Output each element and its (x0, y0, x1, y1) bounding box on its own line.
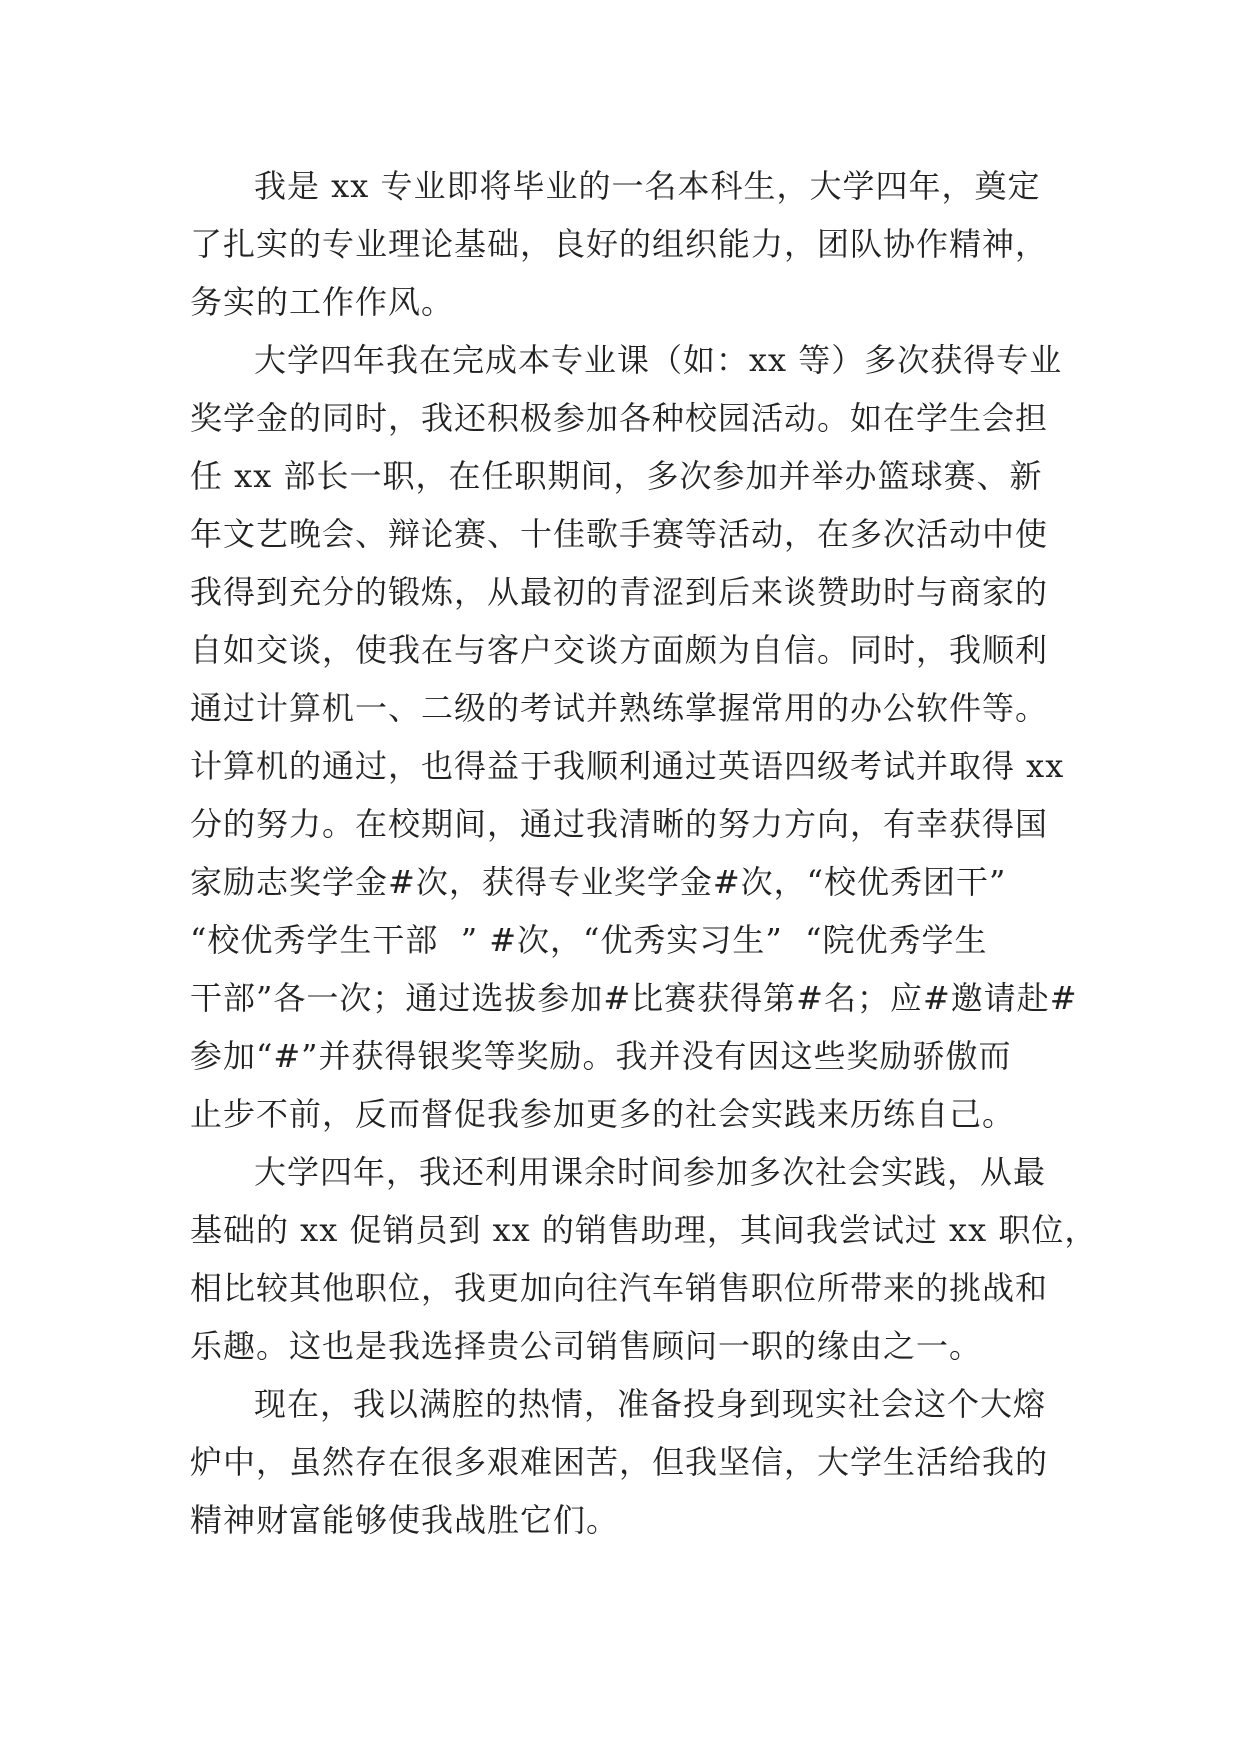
paragraph-2-line-4: 年文艺晚会、辩论赛、十佳歌手赛等活动，在多次活动中使 (190, 515, 1049, 553)
paragraph-3-line-4: 乐趣。这也是我选择贵公司销售顾问一职的缘由之一。 (190, 1327, 983, 1365)
paragraph-2-line-3: 任 xx 部长一职，在任职期间，多次参加并举办篮球赛、新 (190, 457, 1043, 495)
paragraph-2-line-8: 计算机的通过，也得益于我顺利通过英语四级考试并取得 xx (190, 747, 1065, 785)
paragraph-2-line-7: 通过计算机一、二级的考试并熟练掌握常用的办公软件等。 (190, 689, 1049, 727)
paragraph-2-line-12: 干部”各一次；通过选拔参加#比赛获得第#名；应#邀请赴# (190, 979, 1078, 1017)
paragraph-1-line-3: 务实的工作作风。 (190, 283, 455, 321)
paragraph-2-line-14: 止步不前，反而督促我参加更多的社会实践来历练自己。 (190, 1095, 1016, 1133)
paragraph-1-line-2: 了扎实的专业理论基础，良好的组织能力，团队协作精神， (190, 225, 1049, 263)
paragraph-2-line-6: 自如交谈，使我在与客户交谈方面颇为自信。同时，我顺利 (190, 631, 1049, 669)
paragraph-2-line-1: 大学四年我在完成本专业课（如：xx 等）多次获得专业 (254, 341, 1063, 379)
paragraph-4-line-2: 炉中，虽然存在很多艰难困苦，但我坚信，大学生活给我的 (190, 1443, 1049, 1481)
paragraph-3-line-3: 相比较其他职位，我更加向往汽车销售职位所带来的挑战和 (190, 1269, 1049, 1307)
paragraph-2-line-2: 奖学金的同时，我还积极参加各种校园活动。如在学生会担 (190, 399, 1049, 437)
paragraph-3-line-2: 基础的 xx 促销员到 xx 的销售助理，其间我尝试过 xx 职位， (190, 1211, 1098, 1249)
paragraph-2-line-13: 参加“#”并获得银奖等奖励。我并没有因这些奖励骄傲而 (190, 1037, 1012, 1075)
paragraph-2-line-11: “校优秀学生干部 ” #次，“优秀实习生” “院优秀学生 (190, 921, 988, 959)
paragraph-4-line-1: 现在，我以满腔的热情，准备投身到现实社会这个大熔 (254, 1385, 1047, 1423)
paragraph-1-line-1: 我是 xx 专业即将毕业的一名本科生，大学四年，奠定 (254, 167, 1041, 205)
paragraph-2-line-10: 家励志奖学金#次，获得专业奖学金#次，“校优秀团干” (190, 863, 1007, 901)
document-body (190, 157, 1098, 1549)
paragraph-2-line-5: 我得到充分的锻炼，从最初的青涩到后来谈赞助时与商家的 (190, 573, 1049, 611)
paragraph-3-line-1: 大学四年，我还利用课余时间参加多次社会实践，从最 (254, 1153, 1047, 1191)
paragraph-2-line-9: 分的努力。在校期间，通过我清晰的努力方向，有幸获得国 (190, 805, 1049, 843)
paragraph-4-line-3: 精神财富能够使我战胜它们。 (190, 1501, 620, 1539)
